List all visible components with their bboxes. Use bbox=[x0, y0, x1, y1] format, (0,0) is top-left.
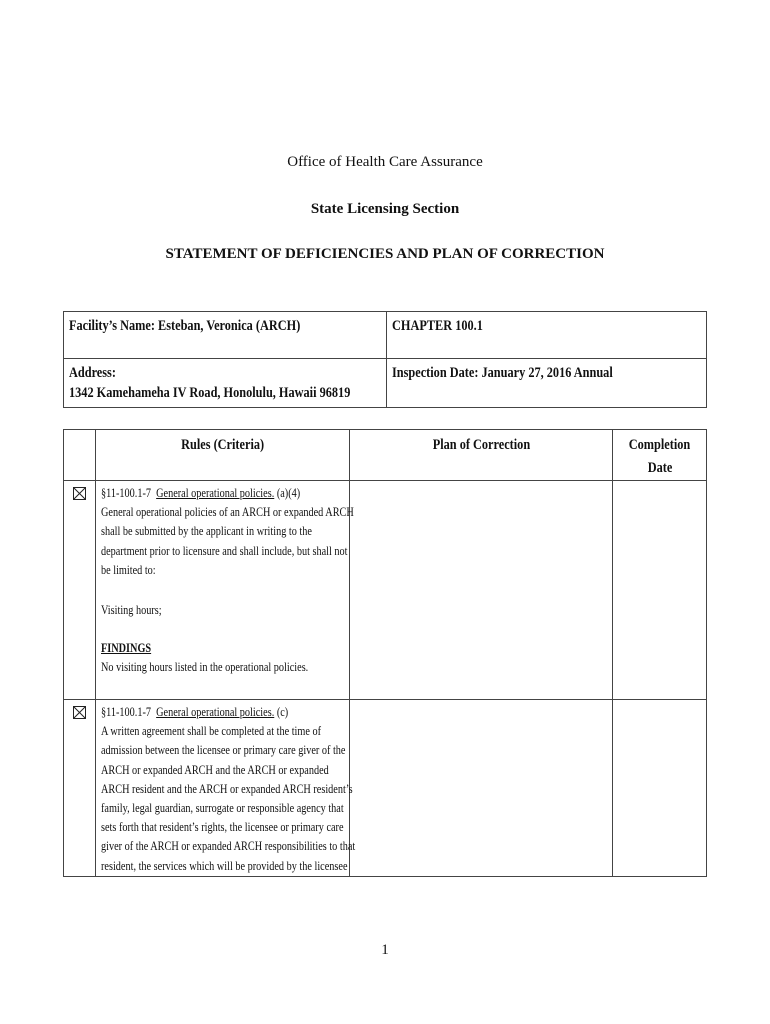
rule-citation: §11-100.1-7 bbox=[101, 705, 152, 719]
office-heading: Office of Health Care Assurance bbox=[287, 154, 483, 170]
plan-of-correction-cell[interactable] bbox=[350, 481, 613, 700]
document-title: STATEMENT OF DEFICIENCIES AND PLAN OF CORRECTION bbox=[165, 246, 605, 262]
address-value: 1342 Kamehameha IV Road, Honolulu, Hawaii 96819 bbox=[69, 385, 351, 401]
findings-text: No visiting hours listed in the operational policies. bbox=[101, 660, 309, 675]
section-heading: State Licensing Section bbox=[310, 201, 460, 217]
page-number: 1 bbox=[381, 942, 389, 958]
chapter-cell bbox=[387, 312, 707, 359]
rule-criteria-cell: §11-100.1-7 General operational policies. (a)(4) General operational policies of an ARCH or expanded ARCH shall be submitted by the applicant in writing to the department prior to licensure and shall include, but shall not be limited to: Visiting hours; FINDINGS No visiting hours listed in the operational policies. bbox=[96, 481, 350, 700]
plan-of-correction-cell[interactable] bbox=[350, 700, 613, 877]
checked-checkbox[interactable] bbox=[73, 487, 86, 500]
inspection-cell bbox=[387, 359, 707, 408]
plan-header: Plan of Correction bbox=[350, 430, 613, 481]
checked-checkbox[interactable] bbox=[73, 706, 86, 719]
address-label: Address: bbox=[69, 365, 116, 381]
rule-title: General operational policies. bbox=[156, 486, 275, 500]
deficiency-table bbox=[63, 429, 707, 877]
chapter-label: CHAPTER 100.1 bbox=[392, 318, 483, 334]
x-mark-icon bbox=[74, 707, 85, 718]
rule-title: General operational policies. bbox=[156, 705, 275, 719]
rule-criteria-cell: §11-100.1-7 General operational policies. (c) A written agreement shall be completed at the time of admission between the licensee or primary care giver of the ARCH or expanded ARCH and the ARCH or expanded ARCH resident and the ARCH or expanded ARCH resident’s family, legal guardian, surrogate or responsible agency that sets forth that resident’s rights, the licensee or primary care giver of the ARCH or expanded ARCH responsibilities to that resident, the services which will be provided by the licensee bbox=[96, 700, 350, 877]
table-row bbox=[64, 481, 707, 700]
findings-label: FINDINGS bbox=[101, 641, 152, 656]
completion-date-cell[interactable] bbox=[613, 700, 707, 877]
row-checkbox-cell bbox=[64, 700, 96, 877]
rule-subsection: (a)(4) bbox=[276, 486, 301, 500]
facility-name: Facility’s Name: Esteban, Veronica (ARCH) bbox=[69, 318, 301, 334]
rule-citation: §11-100.1-7 bbox=[101, 486, 152, 500]
table-row bbox=[64, 700, 707, 877]
completion-header: Completion Date bbox=[613, 430, 707, 481]
address-cell bbox=[64, 359, 387, 408]
x-mark-icon bbox=[74, 488, 85, 499]
facility-info-table bbox=[63, 311, 707, 408]
checkbox-header bbox=[64, 430, 96, 481]
rule-subsection: (c) bbox=[276, 705, 289, 719]
inspection-date: Inspection Date: January 27, 2016 Annual bbox=[392, 365, 613, 381]
completion-date-cell[interactable] bbox=[613, 481, 707, 700]
facility-name-cell bbox=[64, 312, 387, 359]
rule-item: Visiting hours; bbox=[101, 603, 162, 618]
rules-header: Rules (Criteria) bbox=[96, 430, 350, 481]
row-checkbox-cell bbox=[64, 481, 96, 700]
